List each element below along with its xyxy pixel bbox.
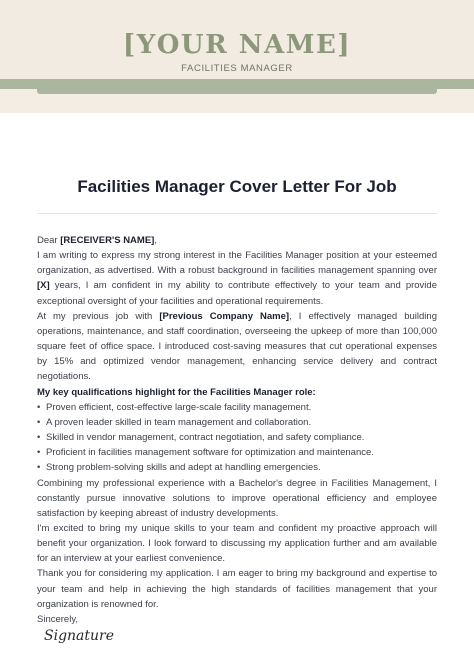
paragraph-intro-part2: years, I am confident in my ability to contribute effectively to your team and provide exceptional oversight of your facilities and operational requirements. [37, 280, 437, 307]
paragraph-enthusiasm: I'm excited to bring my unique skills to your team and confident my proactive approach will benefit your organization. I look forward to discussing my application further and am available for an interview at your earliest convenience. [37, 522, 437, 565]
letter-body [37, 233, 437, 627]
paragraph-intro-part1: I am writing to express my strong interest in the Facilities Manager position at your esteemed organization, as advertised. With a robust background in facilities management spanning over [37, 250, 437, 277]
paragraph-thanks: Thank you for considering my application. I am eager to bring my background and expertise to your team and help in achieving the high standards of facilities management that your organization is renowned for. [37, 568, 437, 610]
header-divider-tab [37, 79, 437, 94]
list-item: • Proficient in facilities management software for optimization and maintenance. [37, 445, 437, 460]
list-item: • A proven leader skilled in team management and collaboration. [37, 415, 437, 430]
salutation [37, 233, 437, 248]
list-item: • Skilled in vendor management, contract negotiation, and safety compliance. [37, 430, 437, 445]
years-placeholder: [X] [37, 280, 50, 292]
list-item: • Strong problem-solving skills and adept at handling emergencies. [37, 460, 437, 475]
page-title: Facilities Manager Cover Letter For Job [77, 177, 397, 196]
signature: Signature [44, 628, 115, 644]
qualifications-heading: My key qualifications highlight for the Facilities Manager role: [37, 386, 316, 398]
previous-company-placeholder: [Previous Company Name] [159, 310, 290, 322]
salutation-suffix: , [154, 235, 157, 246]
salutation-prefix: Dear [37, 235, 61, 246]
closing: Sincerely, [37, 613, 79, 625]
receiver-name-placeholder: [RECEIVER'S NAME] [60, 235, 155, 246]
paragraph-experience-part1: At my previous job with [37, 310, 160, 322]
qualifications-list [37, 400, 437, 476]
applicant-role: FACILITIES MANAGER [181, 63, 293, 74]
paragraph-intro [37, 248, 437, 309]
title-divider [37, 213, 437, 214]
paragraph-experience [37, 309, 437, 385]
paragraph-experience-part2: , I effectively managed building operations, maintenance, and staff coordination, overseeing the upkeep of more than 100,000 square feet of office space. I introduced cost-saving measures that cut operational expenses by 15% and optimized vendor management, enhancing service delivery and contract negotiations. [37, 310, 437, 383]
list-item: • Proven efficient, cost-effective large-scale facility management. [37, 400, 437, 415]
applicant-name: [YOUR NAME] [122, 30, 352, 60]
paragraph-education: Combining my professional experience with a Bachelor's degree in Facilities Management, I constantly pursue innovative solutions to improve operational efficiency and employee satisfaction by keeping abreast of industry developments. [37, 477, 437, 519]
